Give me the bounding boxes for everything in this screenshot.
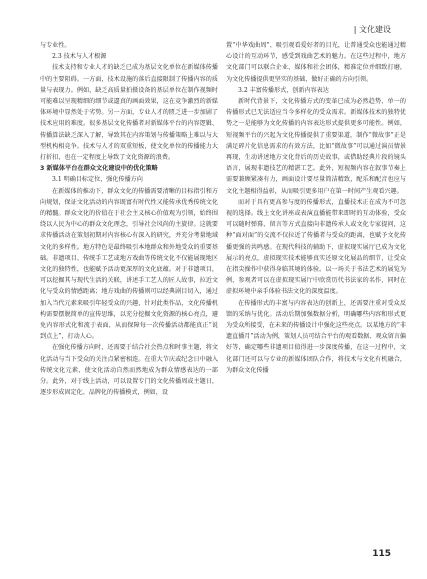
- subsection-heading: 2.3 技术与人才根源: [52, 53, 107, 61]
- paragraph: 技术支持和专业人才的缺乏已成为基层文化单位在新媒体传播中的主要阻碍。一方面，技术设施的落后直接限制了传播内容的质量与表现力。例如，缺乏高质量拍摄设备的基层单位在制作视频时可能难以呈现精细的细节或逼真的画面效果，这在竞争激烈的新媒体环境中显然处于劣势。另一方面，专业人才的匮乏进一步加剧了技术应用的难度。很多基层文化传播者对新媒体平台的内容逻辑、传播算法缺乏深入了解，导致其在内容策划与传播策略上难以与大型机构相竞争。技术与人才的双重短板，使文化单位的传播能力大打折扣，也在一定程度上导致了文化资源的浪费。: [40, 64, 218, 162]
- page-number: 115: [372, 549, 391, 559]
- paragraph: 在传播形式的丰富与内容表达的创新上，还需要注重对受众反馈的采纳与优化。活动后期加强数据分析，明确哪些内容和形式更为受众所接受，在未来的传播设计中强化这些亮点。以某地方的“非遗直播月”活动为例，策划人员可结合平台的观看数据、观众留言偏好等，确定哪些非遗项目值得进一步深度传播，在这一过程中，文化部门还可以与专业的新媒体团队合作，将技术与文化有机融合，为群众文化传播: [226, 299, 406, 374]
- subsection-heading: 3.2 丰富传播形式，创新内容表达: [238, 86, 329, 94]
- paragraph: 在新媒体的推动下，群众文化的传播需要清晰的目标指引和方向规划，保证文化活动的内容既富有时代性又能传承优秀传统文化的精髓。群众文化的价值在于社会主义核心价值观为引领，始终围绕以人民为中心的群众文化理念，引导社会风尚的主旋律。这就要求传播活动在策划初期对内容核心有深入的研究，并充分考量地域文化的多样性。地方特色是最终吸引本地群众和外地受众的重要基础。非遗项目、传统手工艺或地方戏曲等传统文化不仅能展现地区文化的独特性，也能赋予活动更深厚的文化底蕴。对于非遗项目，可以挖掘其与现代生活的关联，讲述手工艺人的匠人故事，拉近文化与受众的情感距离；地方戏曲的传播则可以经典剧目切入，通过加入当代元素来吸引年轻受众的兴趣，针对此类作品，文化传播机构需要摆脱简单的宣传思维，以充分挖掘文化资源的核心亮点，避免内容形式化和流于表面，从而保障每一次传播活动都能真正“说到点上”，打动人心。: [40, 187, 218, 341]
- paragraph: 而对于具有更高参与度的传播形式，直播技术正在成为不可忽视的选择。线上文化讲座或表演直播能带来即时的互动体验，受众可以随时弹幕、留言等方式直接向非遗传承人或文化专家提问，这种“面对面”的交流不仅拉近了传播者与受众的距离，也赋予文化传播更强的共鸣感。在现代科技的辅助下，虚拟现实展厅已成为文化展示的亮点，虚拟现实技术能够真实还原文化展品的细节，让受众在指尖操作中获得身临其境的体验。以一场关于书法艺术的展览为例，参观者可以在虚拟现实展厅中欣赏历代书法家的名作，同时在虚拟环境中亲手体验书法文化的深度温度。: [226, 198, 406, 296]
- subsection-heading: 3.1 明确目标定位，强化传播方向: [52, 176, 143, 184]
- paragraph: 新时代背景下，文化传播方式的变革已成为必然趋势，单一的传播形式已无法适应当今多样化的受众需求。新媒体技术的独特优势之一是能够为文化传播的内容表达形式提供更多可能性。例如，短视频平台的兴起为文化传播提供了重要渠道，制作“微故事”正是满足碎片化信息需求的有效方法，比如“微故事”可以通过演员情景再现，生动讲述地方文化背后的历史故事，或借助经典片段的镜头语言，展现非遗技艺的精湛工艺。此外，短视频内容在叙事节奏上需要兼顾紧凑有力，画面设计要尽量简洁精致，配乐和配音也应与文化主题相得益彰，从而吸引更多用户在第一时间产生观看兴趣。: [226, 98, 406, 195]
- right-column: [226, 40, 406, 376]
- section-header: | 文化建设: [353, 25, 391, 34]
- section-heading: 3 新媒体平台在群众文化建设中的优化策略: [40, 165, 158, 173]
- paragraph: 在强化传播方向时，还需要于结合社会热点和时事主题，将文化活动与当下受众的关注点紧密相连。在重大节庆或纪念日中融入传统文化元素，使文化活动自然而然地成为群众情感表达的一部分。此外，对于线上活动，可以设置专门的文化传播周或主题日，逐步形成固定化、品牌化的传播模式，例如，设: [40, 344, 218, 397]
- left-column: [40, 40, 218, 399]
- paragraph: 与专业性。: [40, 42, 71, 49]
- paragraph: 置“中华戏曲周”、吸引观看爱好者的目光，让普通受众也能通过精心设计的互动环节，感受到戏曲艺术的魅力。在这些过程中，地方文化部门可以联合企业、媒体和社会团体，精准定位并细致打磨，为文化传播提供更坚实的基础，做好正确的方向引领。: [226, 42, 406, 83]
